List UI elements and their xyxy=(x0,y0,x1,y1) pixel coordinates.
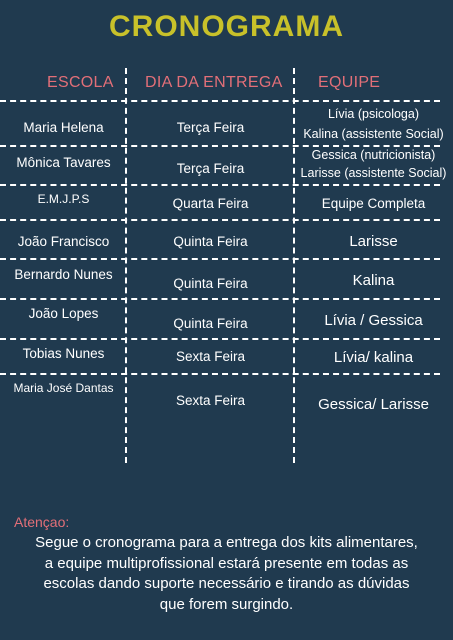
date-cell: Quinta Feira xyxy=(173,316,248,331)
date-cell: Quinta Feira xyxy=(173,234,248,249)
note-label: Atençao: xyxy=(14,514,70,530)
school-cell: Bernardo Nunes xyxy=(14,267,113,282)
team-cell: Gessica/ Larisse xyxy=(318,396,429,413)
note-line: que forem surgindo. xyxy=(159,595,294,613)
header-school: ESCOLA xyxy=(47,74,114,91)
note-line: Segue o cronograma para a entrega dos kits alimentares, xyxy=(35,534,418,551)
team-cell: Gessica (nutricionista) xyxy=(311,148,436,162)
row-divider xyxy=(0,298,440,300)
school-cell: E.M.J.P.S xyxy=(37,192,90,206)
team-cell: Larisse xyxy=(349,233,398,250)
header-date: DIA DA ENTREGA xyxy=(145,74,283,91)
row-divider xyxy=(0,373,440,375)
row-divider xyxy=(0,184,440,186)
school-cell: Tobias Nunes xyxy=(22,346,105,361)
row-divider xyxy=(0,145,440,147)
school-cell: Maria Helena xyxy=(23,120,104,135)
team-cell: Lívia (psicologa) xyxy=(327,107,419,121)
team-cell: Lívia / Gessica xyxy=(324,312,423,329)
page-title: CRONOGRAMA xyxy=(109,10,344,43)
date-cell: Sexta Feira xyxy=(175,349,246,364)
school-cell: Mônica Tavares xyxy=(16,155,111,170)
school-cell: João Lopes xyxy=(28,306,99,321)
date-cell: Sexta Feira xyxy=(175,393,246,408)
date-cell: Quarta Feira xyxy=(172,196,249,211)
team-cell: Lívia/ kalina xyxy=(333,349,414,366)
row-divider xyxy=(0,338,440,340)
team-cell: Kalina (assistente Social) xyxy=(303,127,444,141)
row-divider xyxy=(0,258,440,260)
date-cell: Quinta Feira xyxy=(173,276,248,291)
header-team: EQUIPE xyxy=(318,74,381,91)
school-cell: Maria José Dantas xyxy=(13,381,114,395)
row-divider xyxy=(0,219,440,221)
date-cell: Terça Feira xyxy=(176,120,245,135)
header-divider xyxy=(0,100,440,102)
team-cell: Larisse (assistente Social) xyxy=(300,166,447,180)
date-cell: Terça Feira xyxy=(176,161,245,176)
team-cell: Equipe Completa xyxy=(321,196,426,211)
note-body xyxy=(0,533,453,615)
note-line: escolas dando suporte necessário e tirando as dúvidas xyxy=(43,575,410,592)
note-line: a equipe multiprofissional estará presente em todas as xyxy=(44,554,409,572)
team-cell: Kalina xyxy=(352,272,395,289)
school-cell: João Francisco xyxy=(17,234,110,249)
